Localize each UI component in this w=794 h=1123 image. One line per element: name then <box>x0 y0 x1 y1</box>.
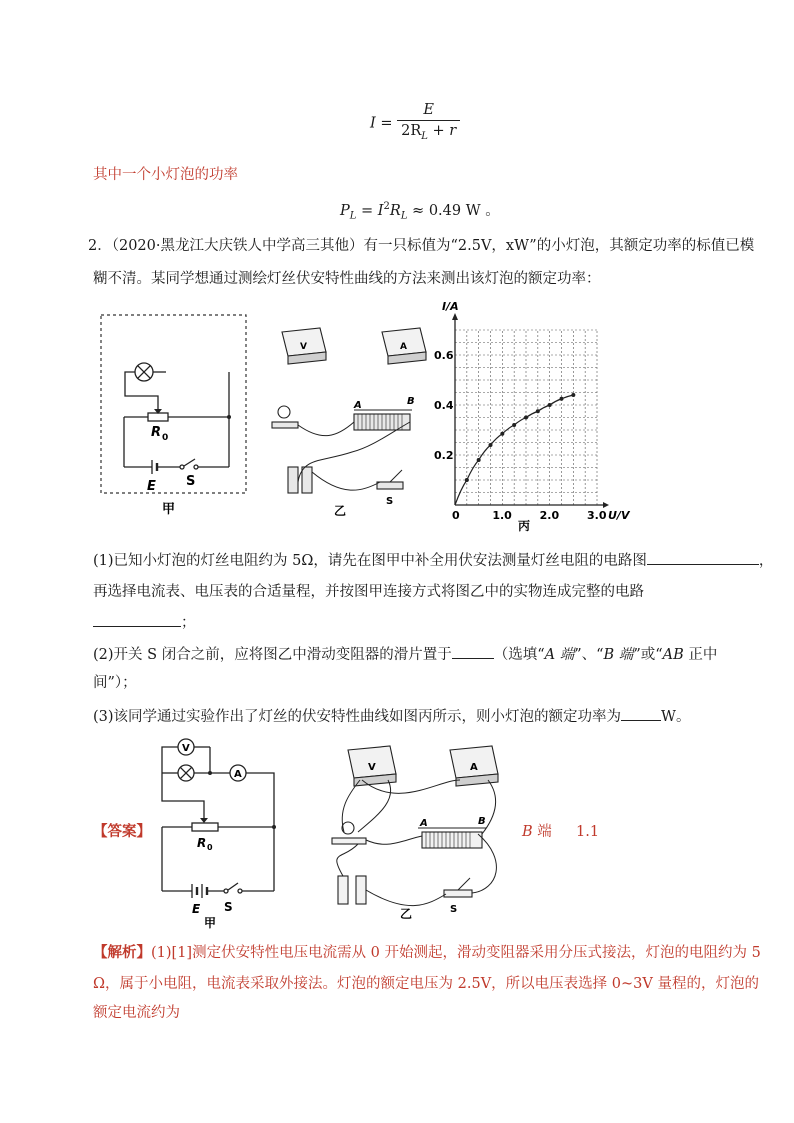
data-point <box>548 403 552 407</box>
answer-label: 【答案】 <box>93 823 151 840</box>
q2-line-1: (2)开关 S 闭合之前，应将图乙中滑动变阻器的滑片置于 （选填“A 端”、“B 端”或“AB 正中 <box>93 642 717 665</box>
figure-jia-caption: 甲 <box>162 502 176 517</box>
battery-cell-icon <box>288 467 298 493</box>
rheostat-icon <box>148 413 168 421</box>
q1-line-2: 再选择电流表、电压表的合适量程，并按图甲连接方式将图乙中的实物连成完整的电路 <box>93 584 644 600</box>
formula-numerator: E <box>397 100 460 121</box>
x-tick-label: 2.0 <box>539 509 560 522</box>
q3-answer-blank[interactable] <box>621 704 661 721</box>
formula-denominator: $2R_L + r$ <box>401 123 457 142</box>
figure-bing-caption: 丙 <box>518 519 531 533</box>
svg-text:V: V <box>300 342 307 352</box>
analysis-line-1: 【解析】(1)[1]测定伏安特性电压电流需从 0 开始测起，滑动变阻器采用分压式接法，灯泡的电阻约为 5 <box>93 944 761 961</box>
svg-text:0: 0 <box>207 843 213 852</box>
formula-lhs: I <box>370 115 376 132</box>
data-point <box>536 409 540 413</box>
switch-object-icon-answer <box>444 890 472 897</box>
bulb-object-icon <box>342 822 354 834</box>
q2-line-2: 间”）； <box>93 675 137 691</box>
svg-text:S: S <box>224 900 233 914</box>
svg-text:A: A <box>234 769 242 780</box>
rheostat-object-icon <box>422 832 482 848</box>
e-label: E <box>147 479 156 494</box>
formula-power: $P_L = I^2R_L \approx 0.49$ W 。 <box>340 201 500 222</box>
analysis-line-3: 额定电流约为 <box>93 1005 180 1021</box>
data-point <box>477 458 481 462</box>
y-tick-label: 0.4 <box>434 399 454 412</box>
figure-bing-chart <box>430 300 630 533</box>
r0-label: R <box>151 425 162 440</box>
svg-text:B: B <box>407 396 415 407</box>
dashed-frame <box>101 315 246 493</box>
x-tick-label: 1.0 <box>492 509 512 522</box>
rheostat-symbol-icon <box>192 823 218 831</box>
svg-text:E: E <box>192 902 201 916</box>
q3-line-1: (3)该同学通过实验作出了灯丝的伏安特性曲线如图丙所示，则小灯泡的额定功率为 W。 <box>93 704 690 727</box>
data-point <box>571 393 575 397</box>
figure-jia-circuit <box>96 310 256 520</box>
svg-text:S: S <box>450 904 458 915</box>
svg-text:B: B <box>478 816 486 827</box>
power-intro: 其中一个小灯泡的功率 <box>93 167 238 183</box>
formula-fraction <box>397 100 460 147</box>
q1-line-3: ； <box>93 610 196 633</box>
question-number: 2． <box>88 238 112 254</box>
s-label: S <box>186 474 196 489</box>
formula-current <box>370 100 460 147</box>
svg-text:V: V <box>368 762 376 773</box>
svg-text:R: R <box>197 836 207 850</box>
answer-figure-yi <box>318 740 518 925</box>
analysis-line-2: Ω，属于小电阻，电流表采取外接法。灯泡的额定电压为 2.5V，所以电压表选择 0~3V 量程的，灯泡的 <box>93 976 759 992</box>
svg-text:A: A <box>420 818 428 829</box>
svg-text:A: A <box>354 400 362 411</box>
svg-text:S: S <box>386 496 394 507</box>
switch-object-icon <box>377 482 403 489</box>
question-line-1: 2．（2020·黑龙江大庆铁人中学高三其他）有一只标值为“2.5V，xW”的小灯泡，其额定功率的标值已模 <box>88 238 755 254</box>
data-point <box>524 416 528 420</box>
bulb-icon <box>278 406 290 418</box>
data-point <box>500 432 504 436</box>
x-axis-label: U/V <box>608 509 630 522</box>
svg-text:0: 0 <box>162 433 169 443</box>
data-point <box>489 443 493 447</box>
data-point <box>512 423 516 427</box>
y-tick-label: 0.2 <box>434 449 454 462</box>
x-tick-label: 0 <box>452 509 460 522</box>
analysis-label: 【解析】 <box>93 944 151 961</box>
y-axis-arrow <box>452 313 458 320</box>
formula-eq: = <box>380 115 393 132</box>
svg-text:A: A <box>400 342 407 352</box>
answer-figure-jia <box>150 735 290 930</box>
svg-text:A: A <box>470 762 478 773</box>
battery-object-icon <box>338 876 348 904</box>
svg-text:V: V <box>182 743 190 754</box>
q1-answer-blank-1[interactable] <box>647 564 759 565</box>
figure-yi-apparatus <box>262 322 432 522</box>
answer-2: B 端 <box>522 824 552 840</box>
figure-yi-caption: 乙 <box>334 504 347 518</box>
q1-line-1: (1)已知小灯泡的灯丝电阻约为 5Ω，请先在图甲中补全用伏安法测量灯丝电阻的电路图 ， <box>93 553 774 569</box>
answer-3: 1.1 <box>576 824 600 840</box>
y-axis-label: I/A <box>442 300 459 313</box>
y-tick-label: 0.6 <box>434 349 454 362</box>
switch-icon <box>184 459 195 466</box>
q2-answer-blank[interactable] <box>452 642 494 659</box>
switch-symbol-icon <box>228 883 238 890</box>
q1-answer-blank-2[interactable] <box>93 610 181 627</box>
answer-fig-jia-caption: 甲 <box>204 916 217 930</box>
x-tick-label: 3.0 <box>587 509 607 522</box>
x-axis-arrow <box>603 502 609 508</box>
question-line-2: 糊不清。某同学想通过测绘灯丝伏安特性曲线的方法来测出该灯泡的额定功率： <box>93 271 601 287</box>
data-point <box>560 397 564 401</box>
data-point <box>465 478 469 482</box>
answer-fig-yi-caption: 乙 <box>400 907 413 921</box>
